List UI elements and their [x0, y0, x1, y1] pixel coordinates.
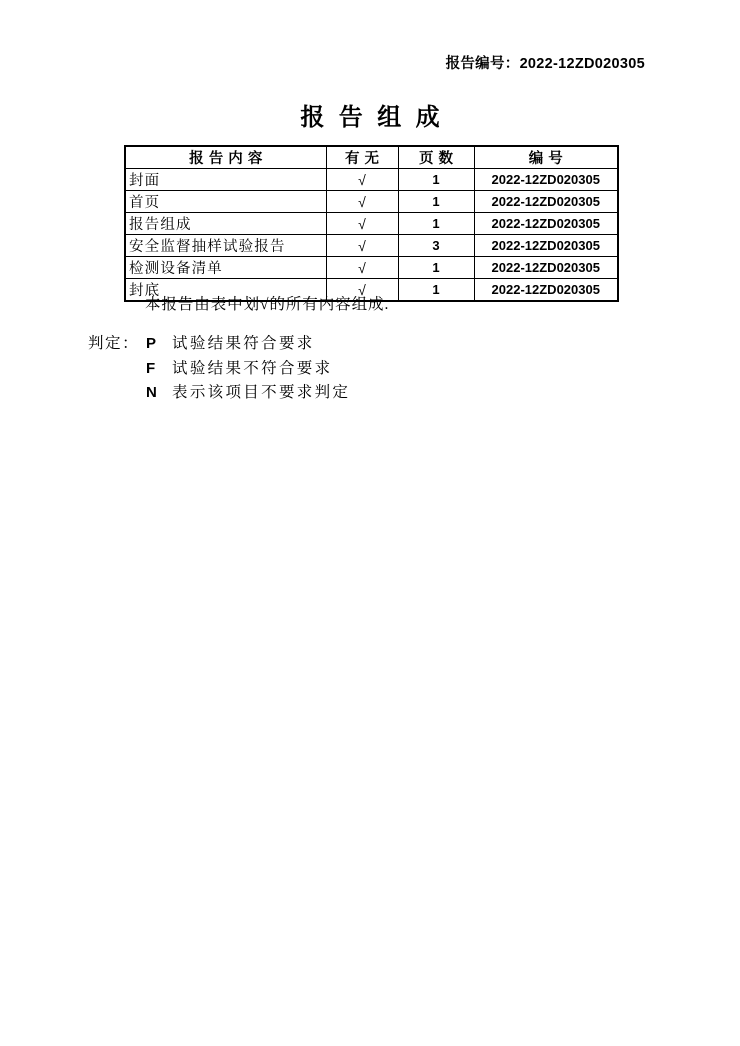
cell-present-checkmark: √ [326, 169, 398, 191]
cell-pages: 1 [398, 279, 474, 302]
table-row [125, 257, 618, 279]
judgement-code-f: F [146, 359, 156, 377]
cell-content: 封底 [125, 279, 326, 302]
judgement-desc-f: 试验结果不符合要求 [172, 359, 333, 377]
cell-pages: 1 [398, 257, 474, 279]
cell-present-checkmark: √ [326, 191, 398, 213]
cell-pages: 1 [398, 191, 474, 213]
header-present: 有无 [326, 146, 398, 169]
judgement-label: 判定： [88, 335, 140, 352]
cell-code: 2022-12ZD020305 [474, 169, 618, 191]
judgement-code-n: N [146, 384, 157, 401]
header-code: 编号 [474, 146, 618, 169]
cell-code: 2022-12ZD020305 [474, 279, 618, 302]
table-row [125, 191, 618, 213]
composition-note: 本报告由表中划√的所有内容组成. [145, 296, 390, 313]
cell-content: 检测设备清单 [125, 257, 326, 279]
judgement-desc-p: 试验结果符合要求 [172, 335, 315, 352]
report-number-label: 报告编号： [445, 56, 520, 72]
cell-present-checkmark: √ [326, 235, 398, 257]
cell-content: 封面 [125, 169, 326, 191]
table-row [125, 235, 618, 257]
judgement-code-p: P [146, 335, 157, 352]
cell-pages: 3 [398, 235, 474, 257]
report-number-value: 2022-12ZD020305 [519, 56, 645, 72]
cell-code: 2022-12ZD020305 [474, 191, 618, 213]
table-row [125, 169, 618, 191]
report-composition-table [124, 145, 619, 302]
report-number [446, 52, 645, 73]
judgement-desc-n: 表示该项目不要求判定 [172, 384, 351, 401]
table-row [125, 213, 618, 235]
cell-code: 2022-12ZD020305 [474, 235, 618, 257]
judgement-item [88, 380, 350, 405]
cell-present-checkmark: √ [326, 257, 398, 279]
header-report-content: 报告内容 [125, 146, 326, 169]
table-header-row [125, 146, 618, 169]
judgement-item [88, 356, 350, 381]
cell-content: 报告组成 [125, 213, 326, 235]
cell-code: 2022-12ZD020305 [474, 213, 618, 235]
cell-content: 首页 [125, 191, 326, 213]
cell-code: 2022-12ZD020305 [474, 257, 618, 279]
cell-pages: 1 [398, 169, 474, 191]
judgement-legend [88, 331, 350, 405]
cell-pages: 1 [398, 213, 474, 235]
cell-present-checkmark: √ [326, 279, 398, 302]
page-title: 报告组成 [300, 105, 454, 131]
header-pages: 页数 [398, 146, 474, 169]
cell-content: 安全监督抽样试验报告 [125, 235, 326, 257]
cell-present-checkmark: √ [326, 213, 398, 235]
judgement-item [88, 331, 350, 356]
